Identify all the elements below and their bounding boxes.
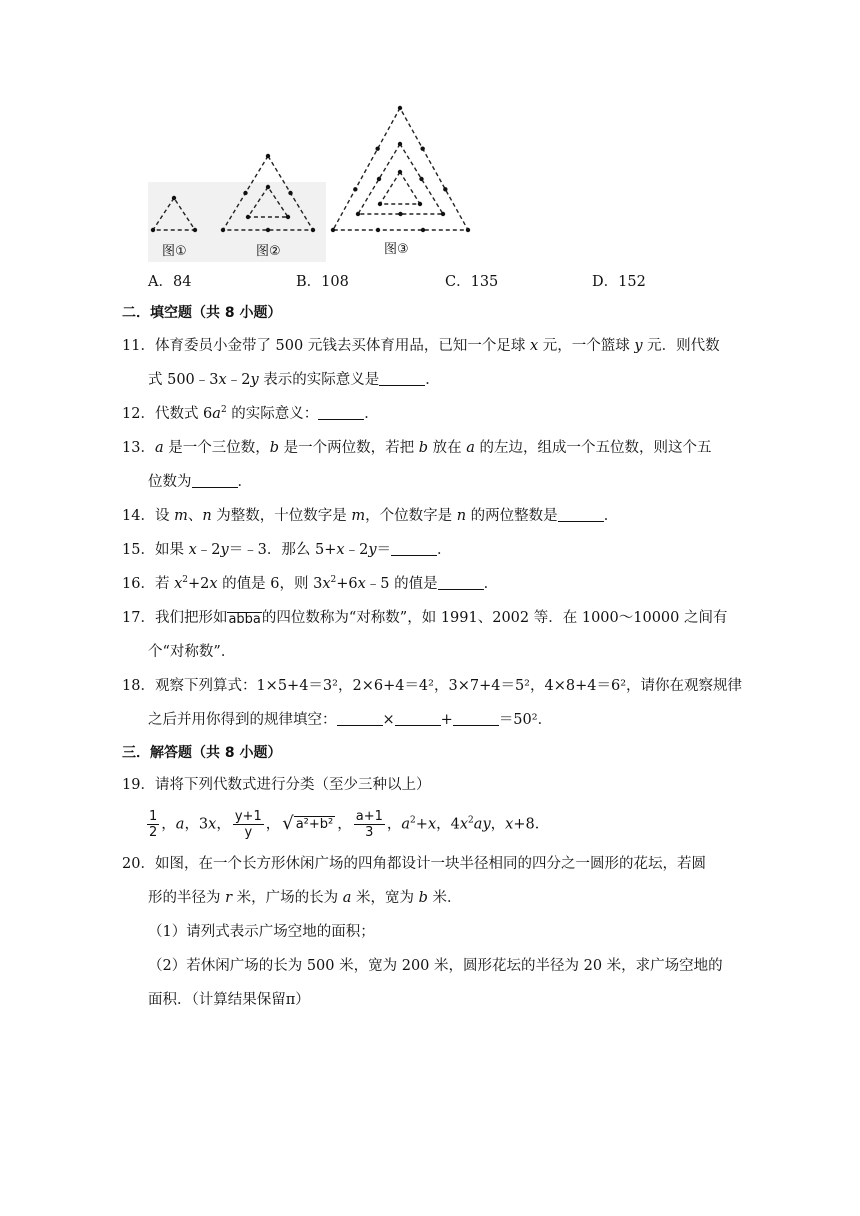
question-19-title: 19．请将下列代数式进行分类（至少三种以上） — [122, 777, 431, 793]
figure-dot — [398, 106, 402, 110]
figure-dot — [353, 187, 357, 191]
triangle-figure-svg — [148, 100, 478, 262]
figure-dot — [398, 142, 402, 146]
fraction-y-plus-1-over-y: $\frac{y+1}{y}$ — [234, 809, 262, 840]
figure-dot — [266, 185, 270, 189]
question-20-part-2: （2）若休闲广场的长为 500 米，宽为 200 米，圆形花坛的半径为 20 米，求广场空地的 — [148, 958, 723, 974]
question-20-line-1: 20．如图，在一个长方形休闲广场的四角都设计一块半径相同的四分之一圆形的花坛，若圆 — [122, 856, 706, 872]
triangle-fig3-inner — [380, 172, 420, 204]
option-a[interactable]: A．84 — [148, 274, 192, 290]
answer-blank[interactable] — [337, 711, 383, 726]
figure-dot — [398, 212, 402, 216]
figure-dot — [311, 228, 315, 232]
question-16: 16．若 $x^2+2x$ 的值是 6，则 $3x^2+6x﹣5$ 的值是 ． — [122, 575, 499, 592]
figure-label-2: 图② — [256, 244, 281, 259]
figure-dot — [193, 228, 197, 232]
figure-dot — [172, 196, 176, 200]
question-18-line-2: 之后并用你得到的规律填空： × + ＝50²． — [148, 712, 553, 728]
question-12: 12．代数式 $6a^2$ 的实际意义： ． — [122, 405, 379, 422]
question-14: 14．设 m、n 为整数，十位数字是 m，个位数字是 n 的两位整数是 ． — [122, 508, 619, 524]
option-d[interactable]: D．152 — [592, 274, 646, 290]
figure-dot — [398, 170, 402, 174]
answer-options — [148, 270, 748, 292]
figure-dot — [421, 228, 425, 232]
triangle-fig3-outer — [333, 108, 468, 230]
figure-dot — [266, 154, 270, 158]
figure-dot — [356, 212, 360, 216]
question-11-line-1: 11．体育委员小金带了 500 元钱去买体育用品，已知一个足球 x 元，一个篮球 y 元．则代数 — [122, 338, 720, 354]
question-13-line-2: 位数为 ． — [148, 474, 252, 490]
figure-dot — [286, 215, 290, 219]
question-15: 15．如果 x﹣2y＝﹣3．那么 5+x﹣2y＝ ． — [122, 542, 452, 558]
question-19-expressions: $\frac{1}{2}$ ，a，3x， $\frac{y+1}{y}$ ， √ a²+b² ， $\frac{a+1}{3}$ ，$a^2+x$，$4x^2ay$，x+8． — [145, 806, 549, 843]
figure-dot — [151, 228, 155, 232]
answer-blank[interactable] — [379, 371, 425, 386]
question-17-line-2: 个“对称数”． — [148, 644, 236, 660]
question-13-line-1: 13．a 是一个三位数，b 是一个两位数，若把 b 放在 a 的左边，组成一个五位数，则这个五 — [122, 440, 712, 456]
option-c[interactable]: C．135 — [445, 274, 499, 290]
figure-label-1: 图① — [162, 244, 187, 259]
section-fill-in-title: 二．填空题（共 8 小题） — [122, 305, 282, 321]
fraction-one-half: $\frac{1}{2}$ — [149, 809, 158, 840]
square-root-expression: √ a²+b² — [282, 813, 334, 834]
figure-dot — [378, 202, 382, 206]
option-b[interactable]: B．108 — [296, 274, 349, 290]
figure-dot — [466, 228, 470, 232]
figure-dot — [221, 228, 225, 232]
answer-blank[interactable] — [558, 507, 604, 522]
figure-dot — [419, 177, 423, 181]
question-20-line-2: 形的半径为 r 米，广场的长为 a 米，宽为 b 米． — [148, 890, 462, 906]
figure-dot — [418, 202, 422, 206]
figure-dot — [377, 177, 381, 181]
answer-blank[interactable] — [395, 711, 441, 726]
answer-blank[interactable] — [192, 473, 238, 488]
question-20-part-1: （1）请列式表示广场空地的面积； — [148, 924, 375, 940]
question-17-line-1: 17．我们把形如abba的四位数称为“对称数”，如 1991、2002 等．在 1000～10000 之间有 — [122, 610, 728, 627]
answer-blank[interactable] — [391, 541, 437, 556]
answer-blank[interactable] — [438, 575, 484, 590]
figure-dot — [420, 146, 424, 150]
figure-dot — [376, 228, 380, 232]
question-11-line-2: 式 500﹣3x﹣2y 表示的实际意义是 ． — [148, 372, 440, 388]
figure-dot — [266, 228, 270, 232]
figure-dot — [331, 228, 335, 232]
figure-dot — [441, 212, 445, 216]
figure-dot — [246, 215, 250, 219]
figure-dot — [443, 187, 447, 191]
figure-dot — [375, 146, 379, 150]
answer-blank[interactable] — [453, 711, 499, 726]
question-18-line-1: 18．观察下列算式：1×5+4＝3²，2×6+4＝4²，3×7+4＝5²，4×8+4＝6²，请你在观察规律 — [122, 678, 743, 694]
figure-label-3: 图③ — [384, 242, 409, 257]
section-answer-title: 三．解答题（共 8 小题） — [122, 745, 282, 761]
symmetric-number-notation: abba — [228, 612, 261, 627]
figure-dot — [243, 191, 247, 195]
figure-dot — [288, 191, 292, 195]
triangle-pattern-figure — [148, 100, 478, 262]
answer-blank[interactable] — [318, 405, 364, 420]
fraction-a-plus-1-over-3: $\frac{a+1}{3}$ — [355, 809, 383, 840]
question-20-part-2-cont: 面积．（计算结果保留π） — [148, 992, 310, 1008]
